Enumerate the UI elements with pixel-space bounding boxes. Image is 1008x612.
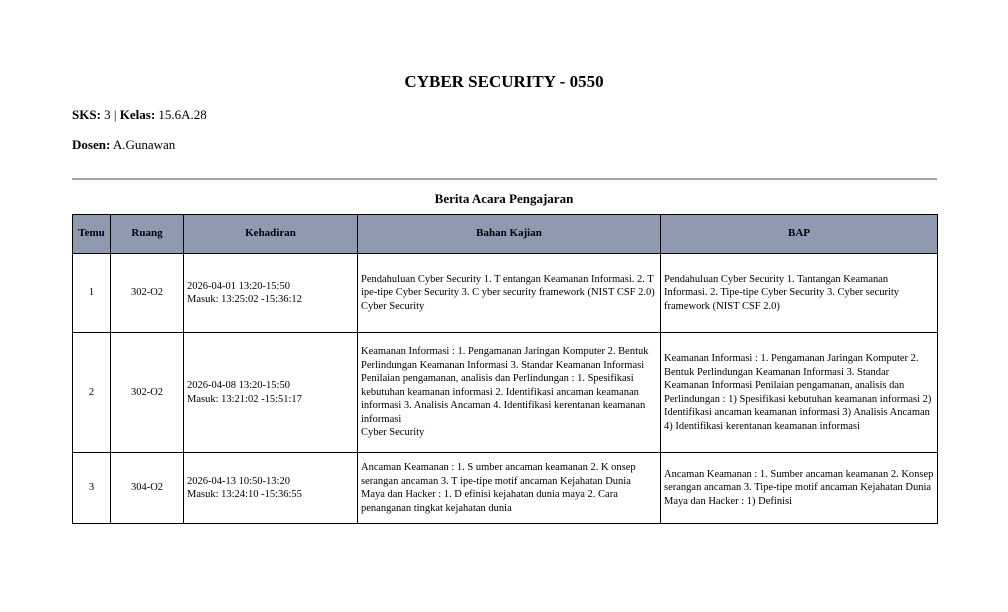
column-header-temu: Temu — [73, 215, 111, 254]
cell-bahan-kajian — [358, 254, 661, 333]
cell-temu: 2 — [73, 333, 111, 453]
lecturer-info — [72, 137, 175, 153]
cell-ruang: 302-O2 — [111, 333, 184, 453]
bahan-topic: Cyber Security — [361, 427, 425, 439]
column-header-ruang: Ruang — [111, 215, 184, 254]
column-header-bahan-kajian: Bahan Kajian — [358, 215, 661, 254]
separator: | — [113, 107, 117, 122]
cell-ruang: 304-O2 — [111, 453, 184, 524]
sks-label: SKS: — [72, 107, 101, 122]
cell-ruang: 302-O2 — [111, 254, 184, 333]
table-title: Berita Acara Pengajaran — [434, 191, 574, 206]
sks-value: 3 — [104, 107, 111, 122]
table-row — [73, 453, 938, 524]
column-header-kehadiran: Kehadiran — [184, 215, 358, 254]
bahan-text: Ancaman Keamanan : 1. S umber ancaman keamanan 2. K onsep serangan ancaman 3. T ipe-tipe motif ancaman Kejahatan Dunia Maya dan Hacker : 1. D efinisi kejahatan dunia maya 2. Cara penanganan tingkat kejahatan dunia — [361, 462, 636, 514]
table-row — [73, 333, 938, 453]
cell-kehadiran — [184, 254, 358, 333]
table-header-row — [73, 215, 938, 254]
kehadiran-masuk: Masuk: 13:21:02 -15:51:17 — [187, 393, 302, 405]
course-info — [72, 107, 207, 123]
bap-table — [72, 214, 938, 524]
kehadiran-jadwal: 2026-04-01 13:20-15:50 — [187, 280, 290, 292]
table-row — [73, 254, 938, 333]
cell-bap: Ancaman Keamanan : 1. Sumber ancaman keamanan 2. Konsep serangan ancaman 3. Tipe-tipe motif ancaman Kejahatan Dunia Maya dan Hacker : 1) Definisi — [661, 453, 938, 524]
cell-kehadiran — [184, 453, 358, 524]
cell-temu: 3 — [73, 453, 111, 524]
bahan-topic: Cyber Security — [361, 300, 425, 312]
cell-bap: Keamanan Informasi : 1. Pengamanan Jaringan Komputer 2. Bentuk Perlindungan Keamanan Informasi 3. Standar Keamanan Informasi Penilaian pengamanan, analisis dan Perlindungan : 1) Spesifikasi kebutuhan keamanan informasi 2) Identifikasi ancaman keamanan informasi 3) Analisis Ancaman 4) Identifikasi kerentanan keamanan informasi — [661, 333, 938, 453]
bahan-text: Keamanan Informasi : 1. Pengamanan Jaringan Komputer 2. Bentuk Perlindungan Keamanan Informasi 3. Standar Keamanan Informasi Penilaian pengamanan, analisis dan Perlindungan : 1. Spesifikasi kebutuhan keamanan informasi 2. Identifikasi ancaman keamanan informasi 3. Analisis Ancaman 4. Identifikasi kerentanan keamanan informasi — [361, 346, 649, 425]
divider — [72, 178, 937, 180]
dosen-label: Dosen: — [72, 137, 111, 152]
cell-bahan-kajian — [358, 333, 661, 453]
column-header-bap: BAP — [661, 215, 938, 254]
page-title: CYBER SECURITY - 0550 — [404, 72, 604, 91]
cell-bap: Pendahuluan Cyber Security 1. Tantangan Keamanan Informasi. 2. Tipe-tipe Cyber Security 3. Cyber security framework (NIST CSF 2.0) — [661, 254, 938, 333]
bahan-text: Pendahuluan Cyber Security 1. T entangan Keamanan Informasi. 2. T ipe-tipe Cyber Security 3. C yber security framework (NIST CSF 2.0) — [361, 273, 655, 299]
kehadiran-masuk: Masuk: 13:25:02 -15:36:12 — [187, 294, 302, 305]
cell-kehadiran — [184, 333, 358, 453]
cell-bahan-kajian — [358, 453, 661, 524]
kehadiran-jadwal: 2026-04-13 10:50-13:20 — [187, 475, 290, 487]
kehadiran-masuk: Masuk: 13:24:10 -15:36:55 — [187, 489, 302, 500]
kehadiran-jadwal: 2026-04-08 13:20-15:50 — [187, 380, 290, 391]
kelas-value: 15.6A.28 — [158, 107, 207, 122]
dosen-value: A.Gunawan — [112, 137, 176, 152]
cell-temu: 1 — [73, 254, 111, 333]
kelas-label: Kelas: — [119, 107, 156, 122]
